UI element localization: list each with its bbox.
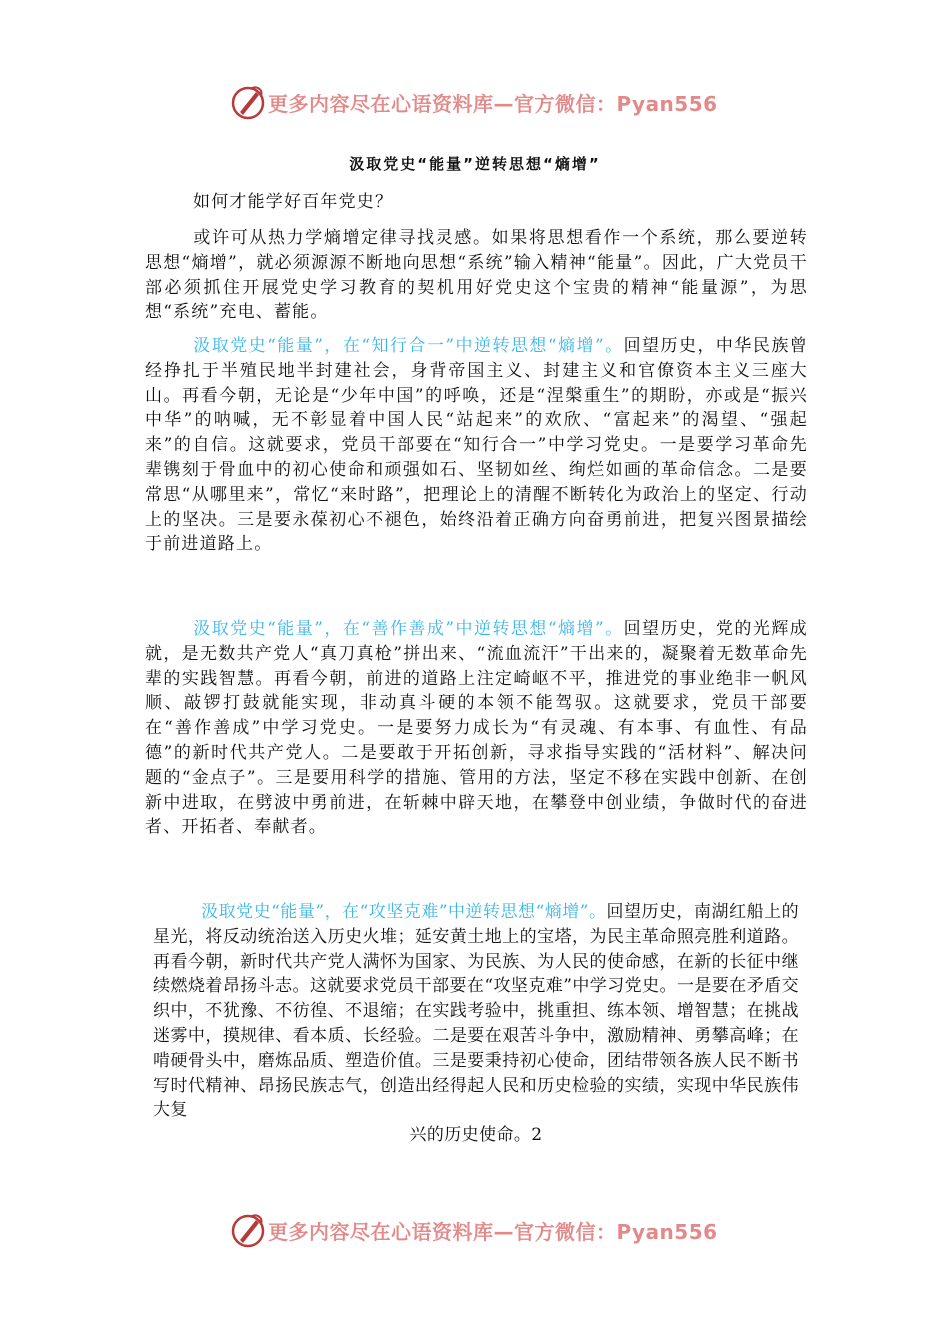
section-paragraph-2 (145, 617, 808, 840)
banner-text: 更多内容尽在心语资料库—官方微信：Pyan556 (268, 92, 718, 116)
header-banner (0, 78, 950, 128)
section-body-2: 回望历史，党的光辉成就，是无数共产党人“真刀真枪”拼出来、“流血流汗”干出来的，凝聚着无数革命先辈的实践智慧。再看今朝，前进的道路上注定崎岖不平，推进党的事业绝非一帆风顺、敲锣打鼓就能实现，非动真斗硬的本领不能驾驭。这就要求，党员干部要在“善作善成”中学习党史。一是要努力成长为“有灵魂、有本事、有血性、有品德”的新时代共产党人。二是要敢于开拓创新，寻求指导实践的“活材料”、解决问题的“金点子”。三是要用科学的措施、管用的方法，坚定不移在实践中创新、在创新中进取，在劈波中勇前进，在斩棘中辟天地，在攀登中创业绩，争做时代的奋进者、开拓者、奉献者。 (145, 619, 808, 838)
section-body-3: 回望历史，南湖红船上的星光，将反动统治送入历史火堆；延安黄土地上的宝塔，为民主革命照亮胜利道路。再看今朝，新时代共产党人满怀为国家、为民族、为人民的使命感，在新的长征中继续燃烧着昂扬斗志。这就要求党员干部要在“攻坚克难”中学习党史。一是要在矛盾交织中，不犹豫、不彷徨、不退缩；在实践考验中，挑重担、练本领、增智慧；在挑战迷雾中，摸规律、看本质、长经验。二是要在艰苦斗争中，激励精神、勇攀高峰；在啃硬骨头中，磨炼品质、塑造价值。三是要秉持初心使命，团结带领各族人民不断书写时代精神、昂扬民族志气，创造出经得起人民和历史检验的实绩，实现中华民族伟大复 (153, 902, 799, 1121)
pen-circle-logo-icon (228, 82, 268, 122)
banner-text: 更多内容尽在心语资料库—官方微信：Pyan556 (268, 1220, 718, 1244)
question-text: 如何才能学好百年党史？ (193, 192, 394, 212)
footer-banner (0, 1206, 950, 1256)
section-heading-1: 汲取党史“能量”，在“知行合一”中逆转思想“熵增”。 (193, 336, 624, 356)
section-paragraph-3 (153, 900, 799, 1148)
section-heading-2: 汲取党史“能量”，在“善作善成”中逆转思想“熵增”。 (193, 619, 624, 639)
intro-paragraph (145, 226, 808, 325)
question-paragraph (145, 190, 808, 215)
pen-circle-logo-icon (228, 1210, 268, 1250)
section-last-line-3: 兴的历史使命。2 (409, 1125, 543, 1146)
section-heading-3: 汲取党史“能量”，在“攻坚克难”中逆转思想“熵增”。 (201, 902, 607, 922)
document-title: 汲取党史“能量”逆转思想“熵增” (349, 155, 601, 173)
section-paragraph-1 (145, 334, 808, 557)
section-body-1: 回望历史，中华民族曾经挣扎于半殖民地半封建社会，身背帝国主义、封建主义和官僚资本主义三座大山。再看今朝，无论是“少年中国”的呼唤，还是“涅槃重生”的期盼，亦或是“振兴中华”的呐喊，无不彰显着中国人民“站起来”的欢欣、“富起来”的渴望、“强起来”的自信。这就要求，党员干部要在“知行合一”中学习党史。一是要学习革命先辈镌刻于骨血中的初心使命和顽强如石、坚韧如丝、绚烂如画的革命信念。二是要常思“从哪里来”，常忆“来时路”，把理论上的清醒不断转化为政治上的坚定、行动上的坚决。三是要永葆初心不褪色，始终沿着正确方向奋勇前进，把复兴图景描绘于前进道路上。 (145, 336, 808, 555)
intro-text: 或许可从热力学熵增定律寻找灵感。如果将思想看作一个系统，那么要逆转思想“熵增”，就必须源源不断地向思想“系统”输入精神“能量”。因此，广大党员干部必须抓住开展党史学习教育的契机用好党史这个宝贵的精神“能量源”，为思想“系统”充电、蓄能。 (145, 228, 808, 323)
